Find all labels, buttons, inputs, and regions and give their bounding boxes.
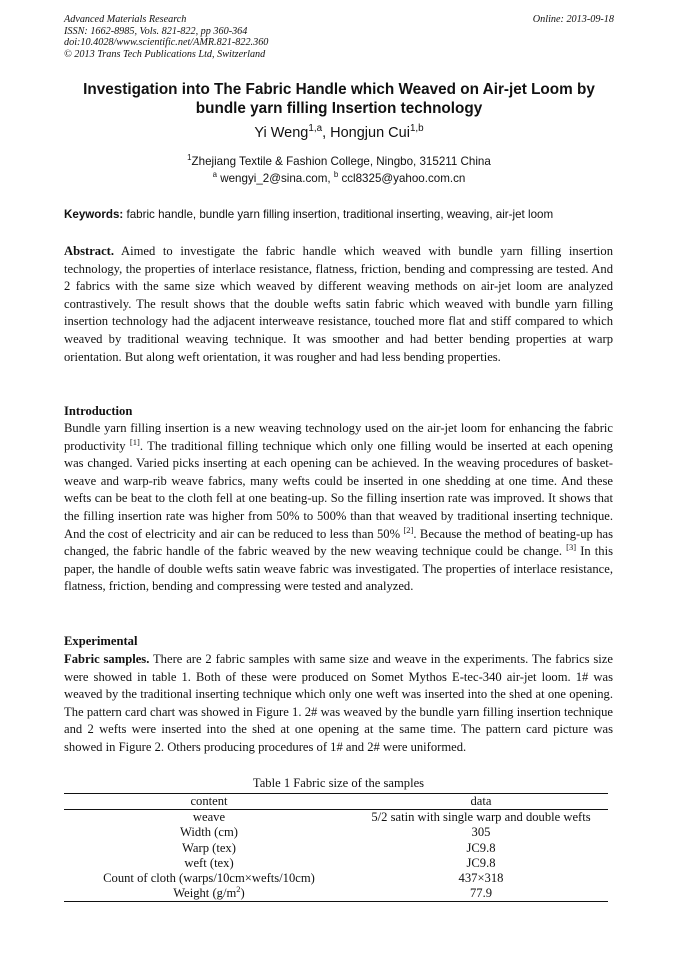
- citation-ref: [3]: [566, 541, 577, 552]
- abstract-text: Aimed to investigate the fabric handle which weaved with bundle yarn filling insertion technology, the properties of interlace resistance, flatness, friction, bending and compressing are tested. And 2 fabrics with the same size which weaved by different weaving methods on air-jet loom are analyzed contrastively. The result shows that the double wefts satin fabric which weaved with bundle yarn filling insertion technology had the adjacent interweave resistance, touched more flat and stiff compared to which weaved by traditional weaving technique. It was smoother and had better bending properties at warp orientation. But along weft orientation, it was rougher and had less bending properties.: [64, 244, 613, 364]
- table-cell: weft (tex): [184, 855, 234, 870]
- author-name: Hongjun Cui: [330, 125, 410, 141]
- fabric-size-table: [64, 793, 608, 902]
- table-header-row: [64, 794, 608, 810]
- intro-text: . The traditional filling technique which only one filling would be inserted at each opening was changed. Varied picks inserting at each opening can be achieved. In the weaving procedures of basket-weave and warp-rib weave fabrics, many wefts could be inserted in one shedding at one time. And these wefts can be beat to the cloth fell at one beating-up. So the filling insertion rate was improved. It shows that the filling insertion rate was higher from 50% to 500% than that weaved by traditional inserting technique. And the cost of electricity and air can be reduced to less than 50%: [64, 438, 613, 541]
- column-header: data: [354, 794, 608, 810]
- author-list: [60, 125, 618, 141]
- weight-label: Weight (g/m: [173, 886, 237, 901]
- email-mark: a: [212, 169, 218, 179]
- table-cell: [64, 886, 354, 902]
- weight-label-close: ): [240, 886, 245, 901]
- affiliation-block: [60, 154, 618, 187]
- citation-ref: [2]: [403, 524, 414, 535]
- table-cell: JC9.8: [466, 840, 496, 855]
- table-row: [64, 810, 608, 826]
- affiliation-mark: 1: [187, 153, 192, 163]
- affiliation-text: Zhejiang Textile & Fashion College, Ningbo, 315211 China: [191, 155, 491, 168]
- author-affiliation-mark: 1,b: [409, 123, 424, 135]
- issn-line: ISSN: 1662-8985, Vols. 821-822, pp 360-364: [64, 25, 248, 37]
- email-address: wengyi_2@sina.com,: [217, 171, 334, 185]
- introduction-heading: Introduction: [64, 404, 133, 418]
- email-mark: b: [333, 169, 339, 179]
- experimental-heading: Experimental: [64, 634, 138, 648]
- paper-title: Investigation into The Fabric Handle which Weaved on Air-jet Loom by bundle yarn filling Insertion technology: [83, 81, 595, 117]
- citation-ref: [1]: [129, 436, 140, 447]
- table-cell: 437×318: [458, 871, 504, 886]
- intro-text: In this paper, the handle of double wefts satin weave fabric was investigated. The properties of interlace resistance, flatness, friction, bending and compressing were tested and analyzed.: [64, 544, 613, 594]
- table-cell: Width (cm): [180, 825, 238, 840]
- experimental-text: There are 2 fabric samples with same size and weave in the experiments. The fabrics size were showed in table 1. Both of these were produced on Somet Mythos E-tec-340 air-jet loom. 1# was weaved by the traditional inserting technique which only one weft was inserted into the shed at one opening. The pattern card chart was showed in Figure 1. 2# was weaved by the bundle yarn filling insertion technique and 2 wefts were inserted into the shed at one opening at the same time. The pattern card picture was showed in Figure 2. Others producing procedures of 1# and 2# were uniformed.: [64, 652, 613, 754]
- doi-line: doi:10.4028/www.scientific.net/AMR.821-822.360: [64, 37, 269, 49]
- keywords-line: [64, 208, 624, 221]
- table-cell: 77.9: [469, 886, 493, 901]
- table-cell: Count of cloth (warps/10cm×wefts/10cm): [103, 871, 315, 886]
- introduction-paragraph: [64, 420, 613, 596]
- unit-exponent: 2: [236, 884, 241, 895]
- copyright-line: © 2013 Trans Tech Publications Ltd, Switzerland: [64, 48, 266, 60]
- intro-text: Bundle yarn filling insertion is a new weaving technology used on the air-jet loom for enhancing the fabric productivity: [64, 421, 613, 453]
- table-row: [64, 841, 608, 856]
- email-line: [60, 171, 618, 188]
- abstract-paragraph: [64, 243, 613, 366]
- column-header: content: [64, 794, 354, 810]
- experimental-paragraph: [64, 651, 613, 757]
- fabric-samples-subheading: Fabric samples.: [64, 652, 150, 666]
- author-separator: ,: [322, 125, 331, 141]
- table-cell: weave: [192, 810, 226, 825]
- keywords-label: Keywords:: [64, 208, 124, 221]
- table-row: [64, 886, 608, 902]
- journal-header: [64, 14, 268, 60]
- abstract-label: Abstract.: [64, 244, 115, 258]
- table-cell: 5/2 satin with single warp and double wefts: [371, 810, 591, 825]
- table-row: [64, 825, 608, 840]
- table-row: [64, 856, 608, 871]
- online-date: Online: 2013-09-18: [532, 14, 614, 25]
- email-address: ccl8325@yahoo.com.cn: [338, 171, 466, 185]
- keywords-text: fabric handle, bundle yarn filling insertion, traditional inserting, weaving, air-jet loom: [123, 208, 554, 221]
- table-cell: Warp (tex): [182, 840, 236, 855]
- table-caption: Table 1 Fabric size of the samples: [252, 776, 425, 790]
- author-affiliation-mark: 1,a: [308, 123, 323, 135]
- journal-name: Advanced Materials Research: [64, 14, 187, 25]
- table-row: [64, 871, 608, 886]
- author-name: Yi Weng: [254, 125, 309, 141]
- intro-text: . Because the method of beating-up has changed, the fabric handle of the fabric weaved by the new weaving technique could be change.: [64, 526, 613, 559]
- affiliation-line: [60, 154, 618, 171]
- table-cell: JC9.8: [466, 855, 496, 870]
- table-cell: 305: [471, 825, 491, 840]
